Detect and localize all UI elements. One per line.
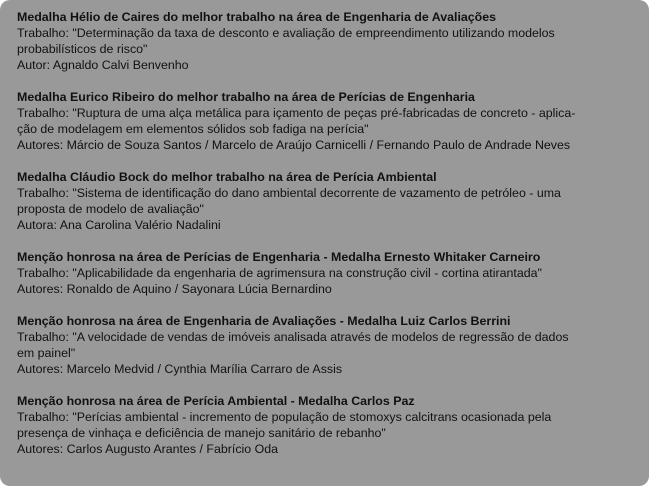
award-title: Medalha Cláudio Bock do melhor trabalho na área de Perícia Ambiental bbox=[17, 170, 437, 184]
award-title: Menção honrosa na área de Engenharia de Avaliações - Medalha Luiz Carlos Berrini bbox=[17, 314, 511, 328]
award-entry bbox=[17, 89, 635, 153]
award-authors: Autores: Márcio de Souza Santos / Marcelo de Araújo Carnicelli / Fernando Paulo de Andrade Neves bbox=[17, 138, 571, 152]
work-line: Trabalho: "Sistema de identificação do dano ambiental decorrente de vazamento de petróleo - uma bbox=[17, 186, 561, 200]
award-title: Medalha Hélio de Caires do melhor trabalho na área de Engenharia de Avaliações bbox=[17, 10, 497, 24]
award-entry bbox=[17, 313, 635, 377]
award-entry bbox=[17, 169, 635, 233]
award-authors: Autores: Marcelo Medvid / Cynthia Marília Carraro de Assis bbox=[17, 362, 343, 376]
award-authors: Autora: Ana Carolina Valério Nadalini bbox=[17, 218, 221, 232]
award-title: Menção honrosa na área de Perícia Ambiental - Medalha Carlos Paz bbox=[17, 394, 415, 408]
award-authors: Autores: Carlos Augusto Arantes / Fabrício Oda bbox=[17, 442, 279, 456]
work-line: presença de vinhaça e deficiência de manejo sanitário de rebanho" bbox=[17, 426, 386, 440]
award-title: Menção honrosa na área de Perícias de Engenharia - Medalha Ernesto Whitaker Carneiro bbox=[17, 250, 541, 264]
award-authors: Autores: Ronaldo de Aquino / Sayonara Lúcia Bernardino bbox=[17, 282, 332, 296]
work-line: Trabalho: "Perícias ambiental - incremento de população de stomoxys calcitrans ocasionada pela bbox=[17, 410, 552, 424]
award-entry bbox=[17, 393, 635, 457]
work-line: Trabalho: "A velocidade de vendas de imóveis analisada através de modelos de regressão de dados bbox=[17, 330, 569, 344]
work-line: em painel" bbox=[17, 346, 76, 360]
award-entry bbox=[17, 9, 635, 73]
work-line: Trabalho: "Aplicabilidade da engenharia de agrimensura na construção civil - cortina atirantada" bbox=[17, 266, 542, 280]
work-line: ção de modelagem em elementos sólidos sob fadiga na perícia" bbox=[17, 122, 369, 136]
award-title: Medalha Eurico Ribeiro do melhor trabalho na área de Perícias de Engenharia bbox=[17, 90, 475, 104]
award-entry bbox=[17, 249, 635, 297]
work-line: probabilísticos de risco" bbox=[17, 42, 148, 56]
work-line: proposta de modelo de avaliação" bbox=[17, 202, 204, 216]
work-line: Trabalho: "Determinação da taxa de desconto e avaliação de empreendimento utilizando modelos bbox=[17, 26, 555, 40]
work-line: Trabalho: "Ruptura de uma alça metálica para içamento de peças pré-fabricadas de concreto - aplica- bbox=[17, 106, 576, 120]
award-authors: Autor: Agnaldo Calvi Benvenho bbox=[17, 58, 189, 72]
